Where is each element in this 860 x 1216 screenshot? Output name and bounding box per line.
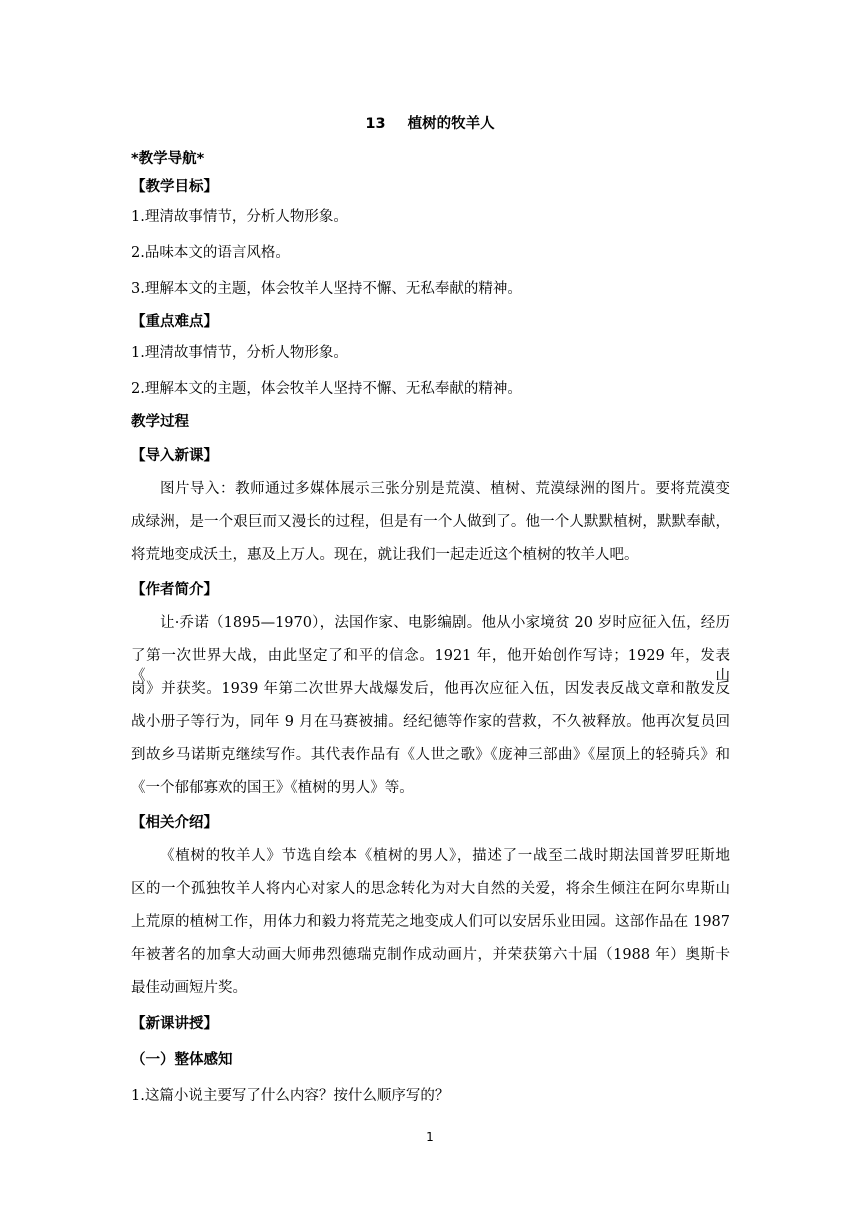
section-heading: （一）整体感知	[131, 1052, 233, 1068]
related-line: 《植树的牧羊人》节选自绘本《植树的男人》，描述了一战至二战时期法国普罗旺斯地	[160, 848, 730, 864]
intro-heading: 【导入新课】	[131, 448, 218, 464]
key-point-item: 2.理解本文的主题，体会牧羊人坚持不懈、无私奉献的精神。	[131, 381, 522, 397]
key-points-heading: 【重点难点】	[131, 314, 218, 330]
author-line: 岗》并获奖。1939 年第二次世界大战爆发后，他再次应征入伍，因发表反战文章和散发反	[131, 681, 730, 697]
related-line: 年被著名的加拿大动画大师弗烈德瑞克制作成动画片，并荣获第六十届（1988 年）奥斯卡	[131, 947, 730, 963]
page-number: 1	[426, 1130, 434, 1144]
related-line: 区的一个孤独牧羊人将内心对家人的思念转化为对大自然的关爱，将余生倾注在阿尔卑斯山	[131, 881, 730, 897]
intro-line: 将荒地变成沃土，惠及上万人。现在，就让我们一起走近这个植树的牧羊人吧。	[131, 547, 639, 563]
author-line: 让·乔诺（1895—1970），法国作家、电影编剧。他从小家境贫 20 岁时应征入伍，经历	[160, 615, 730, 631]
page-title	[0, 114, 860, 134]
author-line: 战小册子等行为，同年 9 月在马赛被捕。经纪德等作家的营救，不久被释放。他再次复员回	[131, 714, 730, 730]
lesson-number: 13	[365, 116, 386, 132]
goals-heading: 【教学目标】	[131, 179, 218, 195]
lesson-heading: 【新课讲授】	[131, 1016, 218, 1032]
related-heading: 【相关介绍】	[131, 815, 218, 831]
goal-item: 1.理清故事情节，分析人物形象。	[131, 209, 348, 225]
related-line: 上荒原的植树工作，用体力和毅力将荒芜之地变成人们可以安居乐业田园。这部作品在 1987	[131, 914, 730, 930]
author-line: 《一个郁郁寡欢的国王》《植树的男人》等。	[131, 780, 414, 796]
author-line: 到故乡马诺斯克继续写作。其代表作品有《人世之歌》《庞神三部曲》《屋顶上的轻骑兵》和	[131, 747, 730, 763]
process-heading: 教学过程	[131, 414, 189, 430]
lesson-title: 植树的牧羊人	[407, 116, 495, 132]
goal-item: 2.品味本文的语言风格。	[131, 245, 290, 261]
goal-item: 3.理解本文的主题，体会牧羊人坚持不懈、无私奉献的精神。	[131, 281, 522, 297]
key-point-item: 1.理清故事情节，分析人物形象。	[131, 345, 348, 361]
author-heading: 【作者简介】	[131, 582, 218, 598]
related-line: 最佳动画短片奖。	[131, 980, 247, 996]
nav-heading: *教学导航*	[131, 151, 205, 167]
intro-line: 成绿洲，是一个艰巨而又漫长的过程，但是有一个人做到了。他一个人默默植树，默默奉献，	[131, 514, 730, 530]
intro-line: 图片导入：教师通过多媒体展示三张分别是荒漠、植树、荒漠绿洲的图片。要将荒漠变	[160, 481, 730, 497]
author-line: 了第一次世界大战，由此坚定了和平的信念。1921 年，他开始创作写诗；1929 年，发表《山	[131, 648, 730, 684]
question-text: 1.这篇小说主要写了什么内容？按什么顺序写的？	[131, 1088, 450, 1104]
